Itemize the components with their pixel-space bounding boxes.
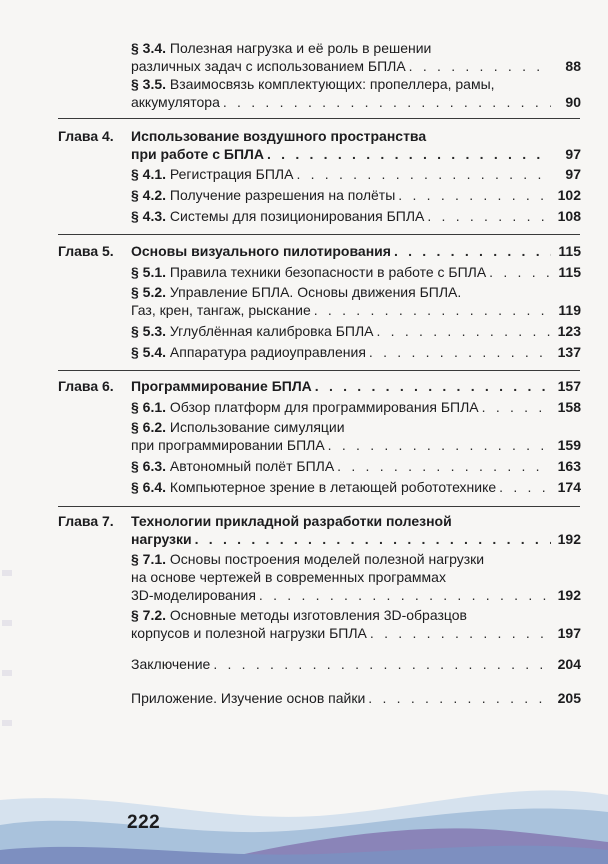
section-number: § 3.4. — [131, 40, 167, 56]
chapter-label: Глава 6. — [58, 378, 114, 394]
section-number: § 7.1. — [131, 551, 167, 567]
page-ref: 158 — [557, 399, 581, 415]
footer-wave-decoration — [0, 770, 608, 864]
page-ref: 205 — [557, 690, 581, 706]
section-number: § 4.3. — [131, 208, 167, 224]
chapter-label: Глава 5. — [58, 243, 114, 259]
chapter-divider — [58, 118, 580, 119]
entry-title-line1: Взаимосвязь комплектующих: пропеллера, рамы, — [169, 76, 495, 92]
entry-title: Получение разрешения на полёты — [169, 187, 396, 203]
leader-dots — [499, 477, 551, 497]
entry-title-line2: Газ, крен, тангаж, рыскание — [131, 302, 311, 318]
section-number: § 5.4. — [131, 344, 167, 360]
section-number: § 5.2. — [131, 284, 167, 300]
chapter-divider — [58, 506, 580, 507]
entry-title-line2: различных задач с использованием БПЛА — [131, 58, 406, 74]
entry-title: Компьютерное зрение в летающей робототехнике — [169, 479, 497, 495]
section-number: § 3.5. — [131, 76, 167, 92]
page-ref: 163 — [557, 458, 581, 474]
chapter-title: Основы визуального пилотирования — [131, 243, 391, 259]
leader-dots — [267, 144, 551, 164]
entry-title-line2: корпусов и полезной нагрузки БПЛА — [131, 625, 367, 641]
leader-dots — [337, 456, 551, 476]
leader-dots — [482, 397, 551, 417]
leader-dots — [368, 688, 551, 708]
entry-title-line2: на основе чертежей в современных программах — [131, 569, 446, 585]
entry-title: Заключение — [131, 656, 211, 672]
leader-dots — [377, 321, 552, 341]
entry-title: Аппаратура радиоуправления — [169, 344, 366, 360]
section-number: § 5.1. — [131, 264, 167, 280]
entry-title: Автономный полёт БПЛА — [169, 458, 335, 474]
entry-title-line1: Основы построения моделей полезной нагрузки — [169, 551, 485, 567]
leader-dots — [398, 185, 551, 205]
entry-title-line3: 3D-моделирования — [131, 587, 256, 603]
entry-title-line2: при программировании БПЛА — [131, 437, 325, 453]
entry-title: Приложение. Изучение основ пайки — [131, 690, 366, 706]
leader-dots — [315, 376, 551, 396]
leader-dots — [195, 529, 551, 549]
chapter-divider — [58, 234, 580, 235]
entry-title-line1: Использование симуляции — [169, 419, 345, 435]
chapter-title-line2: при работе с БПЛА — [131, 146, 264, 162]
chapter-title-line2: нагрузки — [131, 531, 192, 547]
page-ref: 108 — [557, 208, 581, 224]
entry-title: Системы для позиционирования БПЛА — [169, 208, 425, 224]
page-ref: 197 — [557, 625, 581, 641]
page-ref: 123 — [557, 323, 581, 339]
leader-dots — [296, 164, 551, 184]
section-number: § 4.2. — [131, 187, 167, 203]
section-number: § 6.4. — [131, 479, 167, 495]
chapter-title-line1: Использование воздушного пространства — [131, 128, 427, 144]
page-ref: 88 — [565, 58, 581, 74]
leader-dots — [369, 342, 551, 362]
section-number: § 6.3. — [131, 458, 167, 474]
entry-title: Правила техники безопасности в работе с БПЛА — [169, 264, 487, 280]
page-ref: 115 — [558, 264, 581, 280]
section-number: § 6.2. — [131, 419, 167, 435]
page-ref: 204 — [557, 656, 581, 672]
leader-dots — [489, 262, 551, 282]
entry-title-line2: аккумулятора — [131, 94, 220, 110]
page-ref: 174 — [557, 479, 581, 495]
leader-dots — [213, 654, 551, 674]
page-ref: 192 — [557, 531, 581, 547]
leader-dots — [370, 623, 551, 643]
chapter-label: Глава 4. — [58, 128, 114, 144]
leader-dots — [314, 300, 551, 320]
page-ref: 102 — [557, 187, 581, 203]
page-ref: 97 — [565, 166, 581, 182]
page-ref: 137 — [557, 344, 581, 360]
leader-dots — [328, 435, 551, 455]
chapter-label: Глава 7. — [58, 513, 114, 529]
page-number: 222 — [127, 812, 161, 833]
page-ref: 157 — [557, 378, 581, 394]
section-number: § 5.3. — [131, 323, 167, 339]
chapter-title-line1: Технологии прикладной разработки полезной — [131, 513, 452, 529]
page-ref: 159 — [557, 437, 581, 453]
section-number: § 4.1. — [131, 166, 167, 182]
chapter-divider — [58, 370, 580, 371]
page-ref: 192 — [557, 587, 581, 603]
chapter-title: Программирование БПЛА — [131, 378, 312, 394]
page-ref: 115 — [558, 243, 581, 259]
entry-title-line1: Основные методы изготовления 3D-образцов — [169, 607, 467, 623]
margin-decoration — [0, 560, 20, 760]
entry-title-line1: Полезная нагрузка и её роль в решении — [169, 40, 432, 56]
entry-title-line1: Управление БПЛА. Основы движения БПЛА. — [169, 284, 462, 300]
page-ref: 97 — [565, 146, 581, 162]
leader-dots — [259, 585, 551, 605]
page-ref: 90 — [565, 94, 581, 110]
page-ref: 119 — [558, 302, 581, 318]
leader-dots — [409, 56, 551, 76]
leader-dots — [427, 206, 551, 226]
leader-dots — [223, 92, 551, 112]
section-number: § 7.2. — [131, 607, 167, 623]
entry-title: Регистрация БПЛА — [169, 166, 294, 182]
entry-title: Обзор платформ для программирования БПЛА — [169, 399, 479, 415]
entry-title: Углублённая калибровка БПЛА — [169, 323, 374, 339]
leader-dots — [394, 241, 551, 261]
section-number: § 6.1. — [131, 399, 167, 415]
